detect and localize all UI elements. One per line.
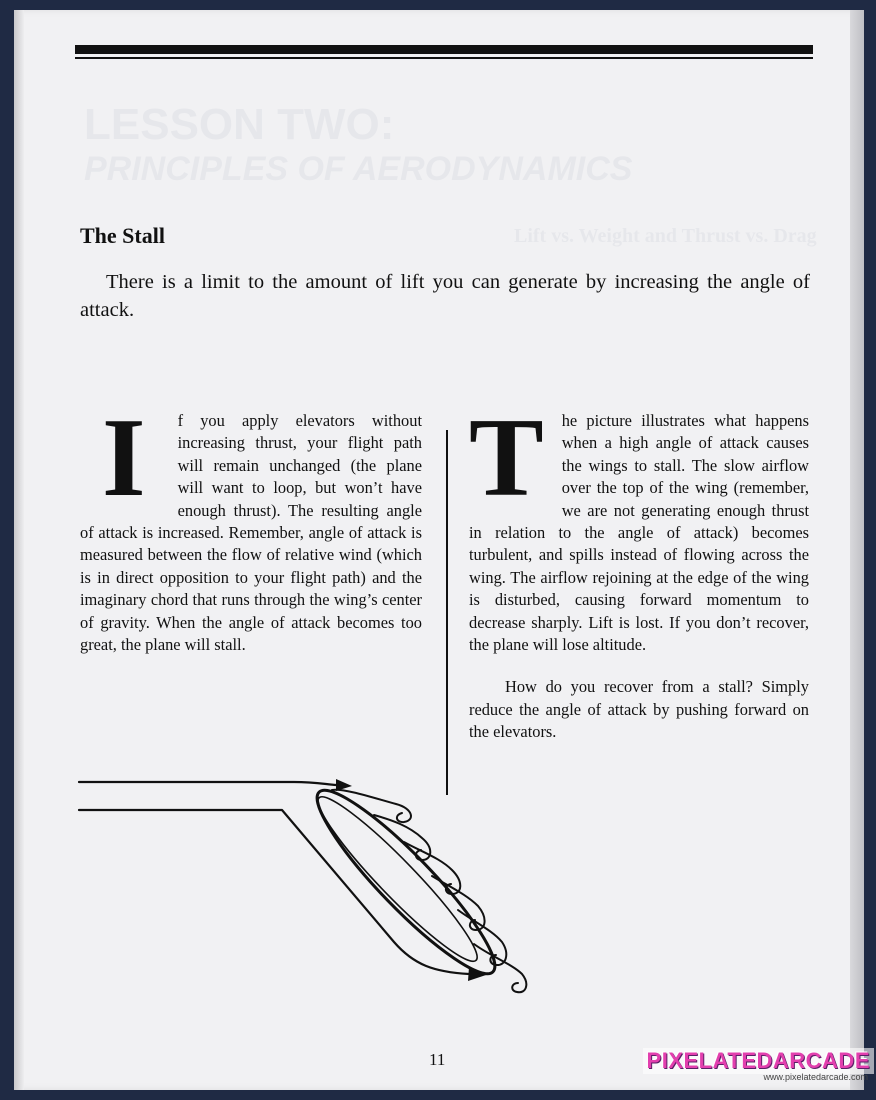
page-right-edge (850, 10, 864, 1090)
header-rule-thin (75, 57, 813, 59)
turbulence-swirl-6 (474, 944, 526, 992)
wing-airfoil (300, 774, 511, 990)
dropcap-t: T (469, 396, 544, 520)
right-column-text: he picture illustrates what happens when a high angle of attack causes the wings to stall. The slow airflow over the top of the wing (remember, we are not generating enough thrust in relation to the angle of attack) becomes turbulent, and spills instead of flowing across the wing. The airflow rejoining at the edge of the wing is disturbed, causing forward momentum to decrease sharply. Lift is lost. If you don’t recover, the plane will lose altitude. (469, 411, 809, 655)
bleed-through-title: LESSON TWO: (84, 100, 395, 149)
watermark-logo: PIXELATEDARCADE (643, 1048, 874, 1074)
airflow-line-upper (79, 782, 336, 785)
right-column-paragraph-2: How do you recover from a stall? Simply reduce the angle of attack by pushing forward on the elevators. (469, 677, 809, 742)
page-left-edge (14, 10, 24, 1090)
stall-airflow-diagram (74, 760, 554, 1000)
column-divider (446, 430, 448, 795)
watermark-url: www.pixelatedarcade.com (763, 1072, 868, 1082)
watermark (643, 1048, 874, 1082)
bleed-through-heading: Lift vs. Weight and Thrust vs. Drag (514, 225, 817, 247)
dropcap-i: I (102, 396, 146, 520)
section-heading: The Stall (80, 223, 165, 248)
page-number: 11 (429, 1050, 446, 1069)
intro-paragraph: There is a limit to the amount of lift you can generate by increasing the angle of attack. (80, 271, 810, 321)
right-column-paragraph-1 (469, 396, 809, 656)
bleed-through-subtitle: PRINCIPLES OF AERODYNAMICS (84, 150, 633, 188)
book-page (14, 10, 864, 1090)
airflow-line-lower (79, 810, 469, 974)
header-rule-thick (75, 45, 813, 54)
left-column (80, 396, 422, 656)
right-column (469, 396, 809, 744)
left-column-text: f you apply elevators without increasing thrust, your flight path will remain unchanged (the plane will want to loop, but won’t have enough thrust). The resulting angle of attack is increased. Remember, angle of attack is measured between the flow of relative wind (which is in direct opposition to your flight path) and the imaginary chord that runs through the wing’s center of gravity. When the angle of attack becomes too great, the plane will stall. (80, 411, 422, 655)
